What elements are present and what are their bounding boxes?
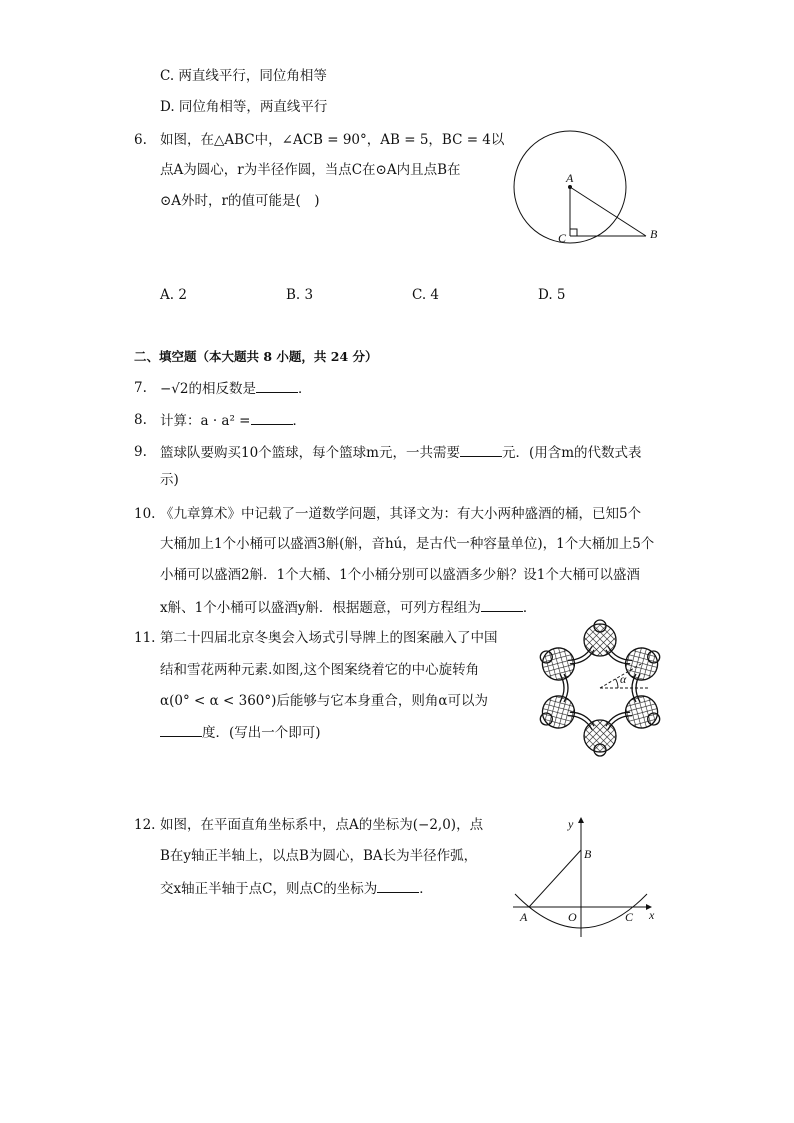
q6-line1: 如图，在△ABC中，∠ACB = 90°，AB = 5，BC = 4以 <box>160 132 505 148</box>
q9-number: 9. <box>134 444 147 460</box>
q12-label-a: A <box>520 910 528 924</box>
q12-line3-after: ． <box>419 881 433 897</box>
section2-title: 二、填空题（本大题共 8 小题，共 24 分） <box>134 349 378 364</box>
q8-text <box>160 410 306 431</box>
q12-figure <box>505 812 665 942</box>
q12-line3 <box>160 878 433 899</box>
q6-point-a <box>568 185 572 189</box>
q8-before: 计算：a · a² = <box>160 413 251 429</box>
q12-segment-ab <box>529 850 581 907</box>
q5-option-d: D. 同位角相等，两直线平行 <box>160 99 328 115</box>
q7-number: 7. <box>134 380 147 396</box>
q11-line1: 第二十四届北京冬奥会入场式引导牌上的图案融入了中国 <box>160 630 498 646</box>
q12-label-y: y <box>568 817 574 831</box>
q8-blank <box>251 410 293 425</box>
q6-line3: ⊙A外时，r的值可能是( ) <box>160 193 320 209</box>
q10-blank <box>481 597 523 612</box>
q9-blank <box>460 442 502 457</box>
q6-label-a: A <box>566 171 574 185</box>
q6-figure <box>505 120 675 260</box>
q11-alpha-label: α <box>620 672 627 686</box>
q12-line3-before: 交x轴正半轴于点C，则点C的坐标为 <box>160 881 378 897</box>
q11-line4 <box>160 722 321 743</box>
q11-line2: 结和雪花两种元素.如图,这个图案绕着它的中心旋转角 <box>160 662 480 678</box>
q11-blank <box>160 722 202 737</box>
q10-line2: 大桶加上1个小桶可以盛酒3斛(斛，音hú，是古代一种容量单位)，1个大桶加上5个 <box>160 536 655 552</box>
q11-number: 11. <box>134 630 156 646</box>
q6-option-b: B. 3 <box>286 287 314 303</box>
q6-label-c: C <box>558 231 567 245</box>
q7-text <box>160 378 312 399</box>
q10-line4 <box>160 597 536 618</box>
q10-line3: 小桶可以盛酒2斛．1个大桶、1个小桶分别可以盛酒多少斛？设1个大桶可以盛酒 <box>160 567 640 583</box>
q12-line2: B在y轴正半轴上，以点B为圆心，BA长为半径作弧， <box>160 848 478 864</box>
q12-label-c: C <box>625 910 634 924</box>
q7-before: −√2的相反数是 <box>160 381 257 397</box>
q8-number: 8. <box>134 412 147 428</box>
q11-line3: α(0° < α < 360°)后能够与它本身重合，则角α可以为 <box>160 693 489 709</box>
q6-number: 6. <box>134 132 147 148</box>
q6-label-b: B <box>650 227 658 241</box>
q12-blank <box>377 878 419 893</box>
q6-option-d: D. 5 <box>538 287 566 303</box>
q6-right-angle-mark <box>570 229 577 236</box>
q11-knot-figure <box>530 622 670 752</box>
q12-number: 12. <box>134 817 156 833</box>
q10-line4-after: ． <box>522 600 537 616</box>
q12-label-o: O <box>568 910 577 924</box>
q7-blank <box>256 378 298 393</box>
q12-line1: 如图，在平面直角坐标系中，点A的坐标为(−2,0)，点 <box>160 817 484 833</box>
q5-option-c: C. 两直线平行，同位角相等 <box>160 68 327 84</box>
q9-before: 篮球队要购买10个篮球，每个篮球m元，一共需要 <box>160 445 460 461</box>
q9-after: 元．(用含m的代数式表 <box>501 445 642 461</box>
q11-angle-arc <box>616 679 618 688</box>
q6-line2: 点A为圆心，r为半径作圆，当点C在⊙A内且点B在 <box>160 162 461 178</box>
q11-line4-after: 度．(写出一个即可) <box>202 725 321 741</box>
q9-text <box>160 442 642 463</box>
q12-label-x: x <box>649 908 655 922</box>
q6-option-a: A. 2 <box>160 287 187 303</box>
q6-option-c: C. 4 <box>412 287 440 303</box>
q10-line1: 《九章算术》中记载了一道数学问题，其译文为：有大小两种盛酒的桶，已知5个 <box>160 506 642 522</box>
q8-after: ． <box>292 413 306 429</box>
q12-label-b: B <box>584 847 592 861</box>
q7-after: ． <box>298 381 312 397</box>
q10-number: 10. <box>134 506 156 522</box>
q9-line2: 示) <box>160 472 179 488</box>
q10-line4-before: x斛、1个小桶可以盛酒y斛．根据题意，可列方程组为 <box>160 600 481 616</box>
